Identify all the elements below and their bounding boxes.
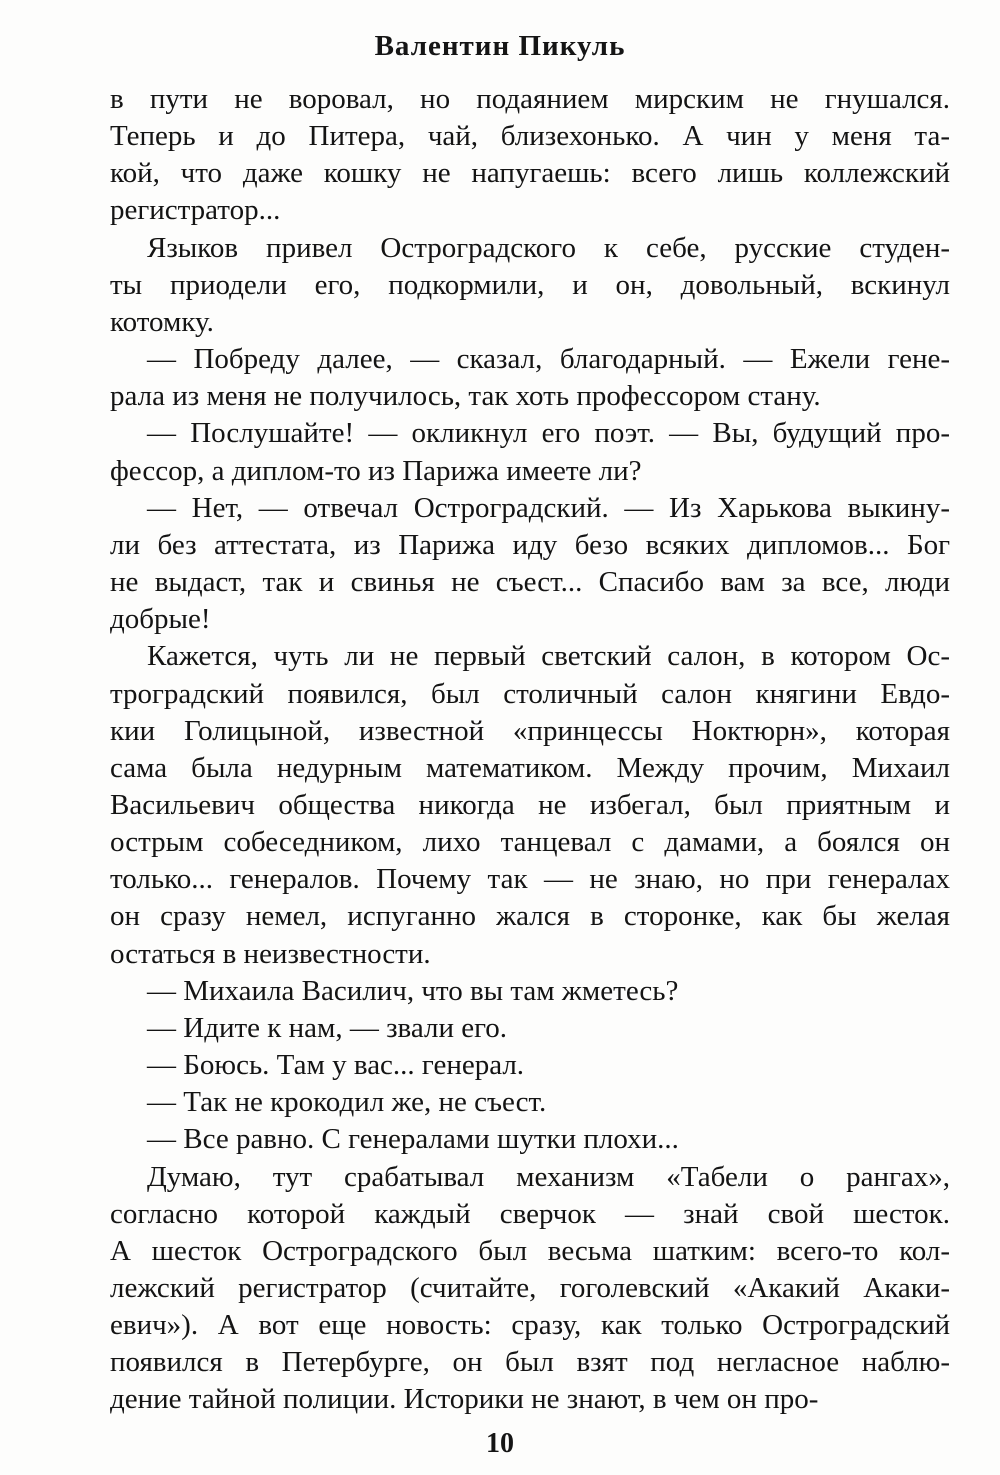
paragraph-dialogue [110, 1010, 950, 1047]
paragraph-dialogue [110, 490, 950, 639]
paragraph [110, 1159, 950, 1419]
text-line: регистратор... [110, 194, 281, 227]
text-line: в пути не воровал, но подаянием мирским не гнушался. [110, 83, 950, 115]
text-line: фессор, а диплом-то из Парижа имеете ли? [110, 454, 642, 487]
text-line: появился в Петербурге, он был взят под негласное наблю- [110, 1346, 950, 1379]
text-line: согласно которой каждый сверчок — знай свой шесток. [110, 1197, 950, 1230]
paragraph-dialogue [110, 341, 950, 415]
text-line: — Идите к нам, — звали его. [147, 1011, 508, 1044]
text-line: кой, что даже кошку не напугаешь: всего лишь коллежский [110, 157, 950, 190]
running-header: Валентин Пикуль [374, 30, 626, 62]
text-line: — Так не крокодил же, не съест. [147, 1086, 547, 1119]
text-line: — Михаила Василич, что вы там жметесь? [147, 974, 679, 1007]
text-line: — Боюсь. Там у вас... генерал. [147, 1049, 525, 1082]
text-line: рала из меня не получилось, так хоть профессором стану. [110, 380, 821, 413]
text-line: ли без аттестата, из Парижа иду безо всяких дипломов... Бог [110, 528, 950, 561]
paragraph-dialogue [110, 1047, 950, 1084]
text-line: сама была недурным математиком. Между прочим, Михаил [110, 751, 950, 784]
text-line: добрые! [110, 603, 211, 636]
text-line: только... генералов. Почему так — не знаю, но при генералах [110, 863, 950, 896]
text-line: он сразу немел, испуганно жался в сторонке, как бы желая [110, 900, 950, 933]
text-line: острым собеседником, лихо танцевал с дамами, а боялся он [110, 826, 950, 859]
text-line: евич»). А вот еще новость: сразу, как только Остроградский [110, 1309, 950, 1342]
text-line: Кажется, чуть ли не первый светский салон, в котором Ос- [147, 640, 950, 673]
text-line: Языков привел Остроградского к себе, русские студен- [147, 231, 950, 264]
text-line: Теперь и до Питера, чай, близехонько. А чин у меня та- [110, 120, 950, 153]
text-line: дение тайной полиции. Историки не знают, в чем он про- [110, 1383, 819, 1416]
page-number: 10 [486, 1428, 514, 1459]
text-line: котомку. [110, 305, 214, 338]
paragraph-dialogue [110, 415, 950, 489]
text-line: — Все равно. С генералами шутки плохи... [147, 1123, 679, 1156]
text-line: не выдаст, так и свинья не съест... Спасибо вам за все, люди [110, 566, 950, 599]
text-block [110, 81, 950, 1419]
text-line: троградский появился, был столичный салон княгини Евдо- [110, 677, 950, 710]
text-line: лежский регистратор (считайте, гоголевский «Акакий Акаки- [110, 1272, 950, 1304]
paragraph [110, 230, 950, 341]
text-line: — Побреду далее, — сказал, благодарный. — Ежели гене- [147, 343, 950, 376]
paragraph [110, 81, 950, 230]
paragraph-dialogue [110, 1084, 950, 1121]
text-line: остаться в неизвестности. [110, 937, 431, 970]
paragraph [110, 638, 950, 972]
text-line: кии Голицыной, известной «принцессы Ноктюрн», которая [110, 714, 950, 747]
text-line: Васильевич общества никогда не избегал, был приятным и [110, 788, 950, 821]
paragraph-dialogue [110, 973, 950, 1010]
paragraph-dialogue [110, 1121, 950, 1158]
text-line: Думаю, тут срабатывал механизм «Табели о рангах», [147, 1160, 950, 1193]
text-line: — Послушайте! — окликнул его поэт. — Вы, будущий про- [147, 417, 950, 450]
text-line: — Нет, — отвечал Остроградский. — Из Харькова выкину- [147, 491, 950, 524]
text-line: ты приодели его, подкормили, и он, довольный, вскинул [110, 268, 950, 301]
text-line: А шесток Остроградского был весьма шатким: всего-то кол- [110, 1234, 950, 1267]
